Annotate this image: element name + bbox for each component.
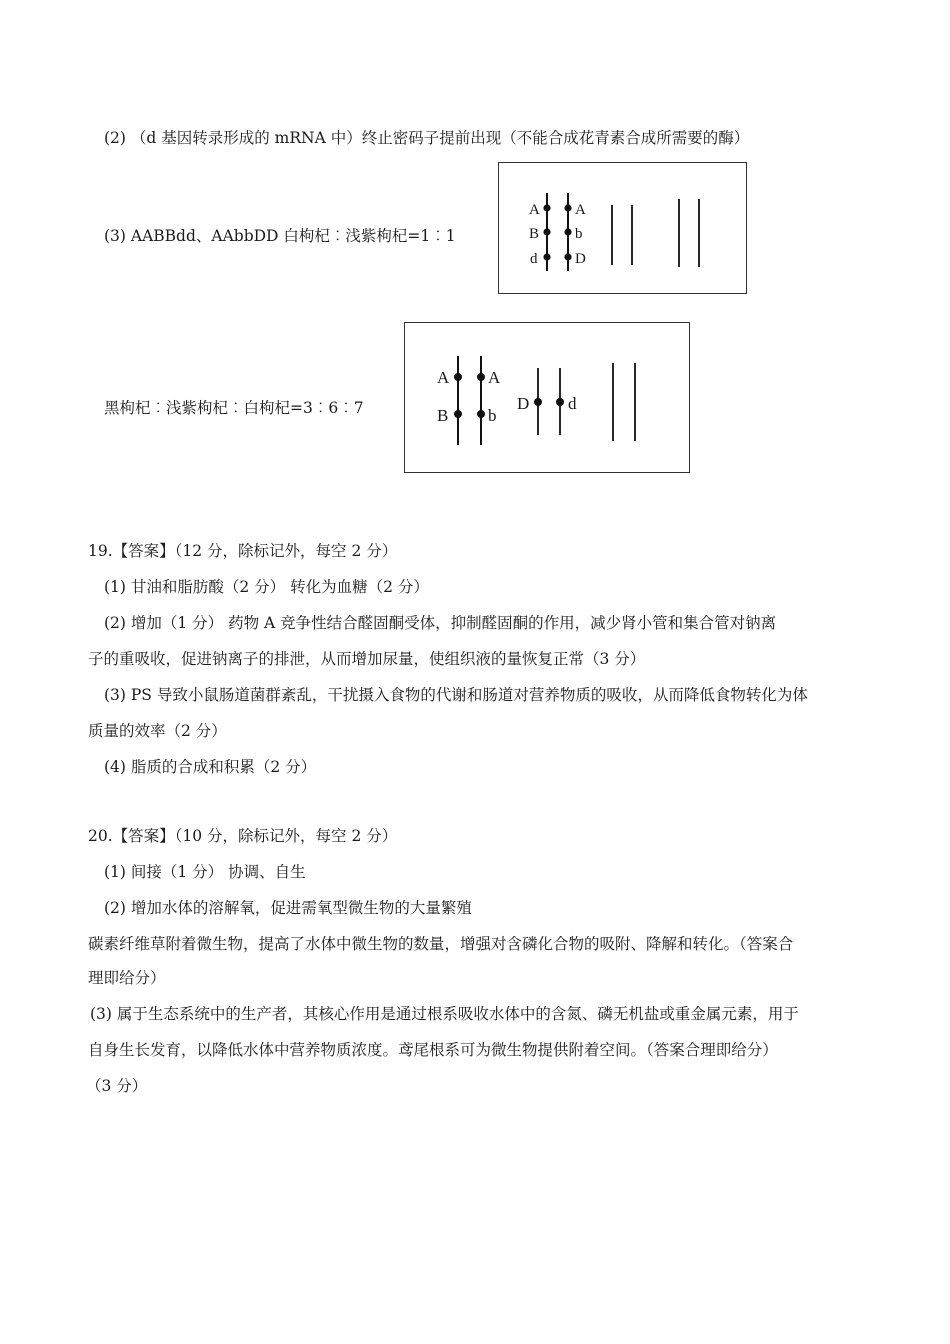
gene-label: A [437,368,450,387]
q20-answer-3: (3) 属于生态系统中的生产者，其核心作用是通过根系吸收水体中的含氮、磷无机盐或重金属元素，用于 [90,1005,799,1023]
q20-answer-2-cont: 碳素纤维草附着微生物，提高了水体中微生物的数量，增强对含磷化合物的吸附、降解和转化。（答案合 [88,935,794,953]
chromosome-diagram-2-svg [405,323,691,474]
gene-label: B [529,226,540,242]
q20-answer-2-cont2: 理即给分） [88,969,166,987]
q19-answer-3: (3) PS 导致小鼠肠道菌群紊乱，干扰摄入食物的代谢和肠道对营养物质的吸收，从而降低食物转化为体 [104,686,808,704]
q20-answer-1: (1) 间接（1 分） 协调、自生 [104,863,306,881]
q20-answer-3-score: （3 分） [86,1077,148,1095]
gene-label: d [530,251,538,267]
gene-label: A [529,202,540,218]
gene-label: A [488,368,501,387]
q19-answer-2-cont: 子的重吸收，促进钠离子的排泄，从而增加尿量，使组织液的量恢复正常（3 分） [88,650,646,668]
q20-header: 20.【答案】（10 分，除标记外，每空 2 分） [88,827,398,845]
chromosome-diagram-1-svg [499,163,748,295]
q19-answer-4: (4) 脂质的合成和积累（2 分） [104,758,317,776]
gene-label: d [568,394,577,413]
q19-answer-1: (1) 甘油和脂肪酸（2 分） 转化为血糖（2 分） [104,578,429,596]
q20-answer-2: (2) 增加水体的溶解氧，促进需氧型微生物的大量繁殖 [104,899,472,917]
q18-part3-answer: (3) AABBdd、AAbbDD 白枸杞︰浅紫枸杞=1︰1 [104,227,456,245]
gene-label: D [575,251,586,267]
gene-label: b [575,226,583,242]
q19-header: 19.【答案】（12 分，除标记外，每空 2 分） [88,542,398,560]
q18-part2-answer: (2) （d 基因转录形成的 mRNA 中）终止密码子提前出现（不能合成花青素合成所需要的酶） [104,129,750,147]
gene-label: B [437,406,449,425]
q19-answer-3-cont: 质量的效率（2 分） [88,722,227,740]
q20-answer-3-cont: 自身生长发育，以降低水体中营养物质浓度。鸢尾根系可为微生物提供附着空间。（答案合理即给分） [88,1041,778,1059]
gene-label: b [488,406,497,425]
gene-label: A [575,202,586,218]
chromosome-diagram-2 [404,322,690,473]
chromosome-diagram-1 [498,162,747,294]
q19-answer-2: (2) 增加（1 分） 药物 A 竞争性结合醛固酮受体，抑制醛固酮的作用，减少肾小管和集合管对钠离 [104,614,777,632]
gene-label: D [517,394,530,413]
q18-phenotype-ratio: 黑枸杞︰浅紫枸杞︰白枸杞=3︰6︰7 [104,399,364,417]
